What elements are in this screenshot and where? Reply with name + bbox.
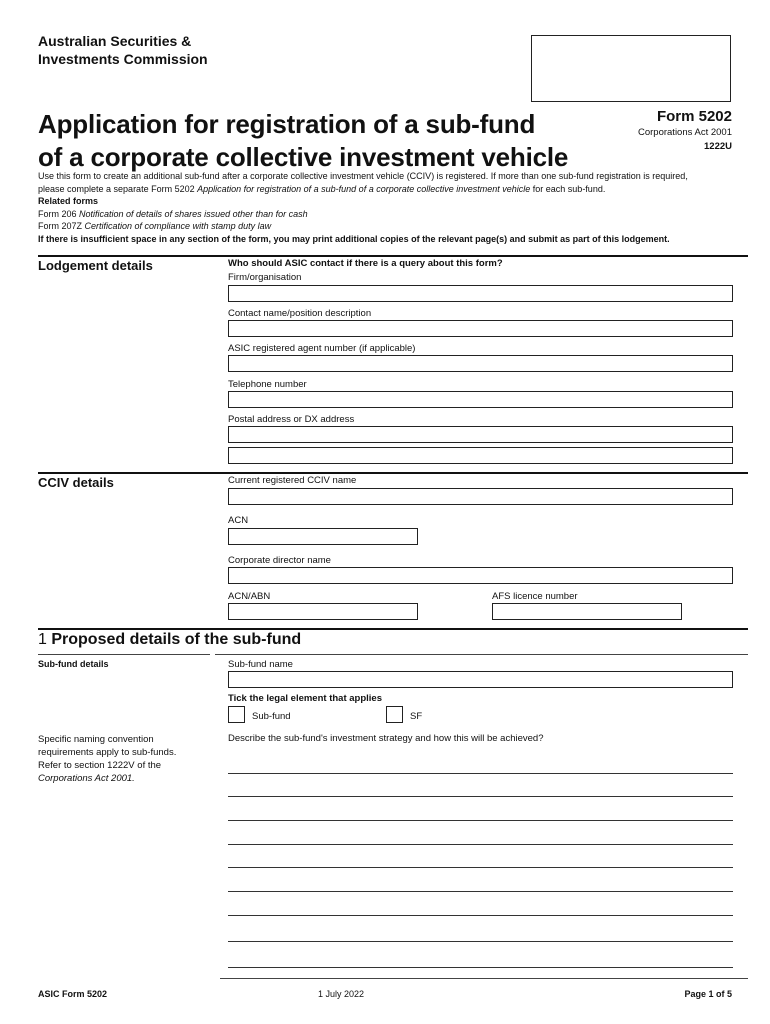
cciv-name-label: Current registered CCIV name	[228, 475, 357, 486]
contact-label: Contact name/position description	[228, 308, 372, 319]
naming-note-line-4: Corporations Act 2001.	[38, 773, 135, 784]
strategy-line-4[interactable]	[228, 844, 733, 845]
acnabn-label: ACN/ABN	[228, 591, 271, 602]
page-title	[38, 108, 638, 174]
footer-form: ASIC Form 5202	[38, 989, 108, 999]
org-line-2: Investments Commission	[38, 51, 208, 67]
footer-page: Page 1 of 5	[684, 989, 732, 999]
agent-number-input[interactable]	[228, 355, 733, 372]
strategy-line-1[interactable]	[228, 773, 733, 774]
firm-label: Firm/organisation	[228, 272, 302, 283]
afs-input[interactable]	[492, 603, 682, 620]
sf-checkbox[interactable]	[386, 706, 403, 723]
subfund-left-rule	[38, 654, 210, 655]
subfund-option-label: Sub-fund	[252, 711, 291, 722]
part1-title: Proposed details of the sub-fund	[51, 631, 302, 648]
organisation-name	[38, 32, 208, 68]
subfund-name-input[interactable]	[228, 671, 733, 688]
part1-divider	[38, 628, 748, 630]
naming-note	[38, 733, 198, 785]
acn-label: ACN	[228, 515, 249, 526]
strategy-line-7[interactable]	[228, 915, 733, 916]
contact-question: Who should ASIC contact if there is a query about this form?	[228, 258, 503, 269]
postal-label: Postal address or DX address	[228, 414, 355, 425]
org-line-1: Australian Securities &	[38, 33, 192, 49]
office-use-box	[531, 35, 731, 102]
strategy-line-5[interactable]	[228, 867, 733, 868]
strategy-line-3[interactable]	[228, 820, 733, 821]
sf-option-label: SF	[410, 711, 423, 722]
naming-note-line-1: Specific naming convention	[38, 734, 154, 745]
part1-number: 1	[38, 631, 47, 648]
strategy-line-2[interactable]	[228, 796, 733, 797]
director-label: Corporate director name	[228, 555, 331, 566]
part1-heading	[38, 631, 301, 649]
intro-line-1: Use this form to create an additional sub-fund after a corporate collective investment vehicle (CCIV) is registered. If more than one sub-fund registration is required,	[38, 171, 688, 181]
act-name: Corporations Act 2001	[637, 127, 732, 138]
tick-label: Tick the legal element that applies	[228, 693, 382, 704]
naming-note-line-3: Refer to section 1222V of the	[38, 760, 162, 771]
contact-input[interactable]	[228, 320, 733, 337]
postal-input-line-2[interactable]	[228, 447, 733, 464]
space-note: If there is insufficient space in any section of the form, you may print additional copies of the relevant page(s) and submit as part of this lodgement.	[38, 233, 670, 244]
postal-input-line-1[interactable]	[228, 426, 733, 443]
intro-line-2: please complete a separate Form 5202 Application for registration of a sub-fund of a corporate collective investment vehicle for each sub-fund.	[38, 183, 606, 194]
acn-input[interactable]	[228, 528, 418, 545]
cciv-divider	[38, 472, 748, 474]
lodgement-heading: Lodgement details	[38, 258, 153, 273]
lodgement-divider	[38, 255, 748, 257]
strategy-label: Describe the sub-fund's investment strategy and how this will be achieved?	[228, 733, 544, 744]
cciv-heading: CCIV details	[38, 475, 114, 490]
acnabn-input[interactable]	[228, 603, 418, 620]
title-line-2: of a corporate collective investment vehicle	[38, 142, 569, 172]
naming-note-line-2: requirements apply to sub-funds.	[38, 747, 177, 758]
director-input[interactable]	[228, 567, 733, 584]
related-forms-heading: Related forms	[38, 196, 99, 206]
afs-label: AFS licence number	[492, 591, 578, 602]
form-number: Form 5202	[656, 108, 732, 125]
intro-text	[38, 170, 738, 245]
subfund-right-rule	[215, 654, 748, 655]
section-number: 1222U	[704, 141, 732, 152]
strategy-line-6[interactable]	[228, 891, 733, 892]
subfund-checkbox[interactable]	[228, 706, 245, 723]
related-form-207z: Form 207Z Certification of compliance with stamp duty law	[38, 221, 272, 231]
firm-input[interactable]	[228, 285, 733, 302]
cciv-name-input[interactable]	[228, 488, 733, 505]
footer-date: 1 July 2022	[318, 989, 365, 999]
phone-label: Telephone number	[228, 379, 307, 390]
strategy-line-9[interactable]	[228, 967, 733, 968]
strategy-line-8[interactable]	[228, 941, 733, 942]
footer-rule	[220, 978, 748, 979]
subfund-name-label: Sub-fund name	[228, 659, 293, 670]
title-line-1: Application for registration of a sub-fund	[38, 109, 536, 139]
phone-input[interactable]	[228, 391, 733, 408]
subfund-subheading: Sub-fund details	[38, 659, 109, 669]
agent-label: ASIC registered agent number (if applicable)	[228, 343, 416, 354]
related-form-206: Form 206 Notification of details of shares issued other than for cash	[38, 208, 308, 219]
